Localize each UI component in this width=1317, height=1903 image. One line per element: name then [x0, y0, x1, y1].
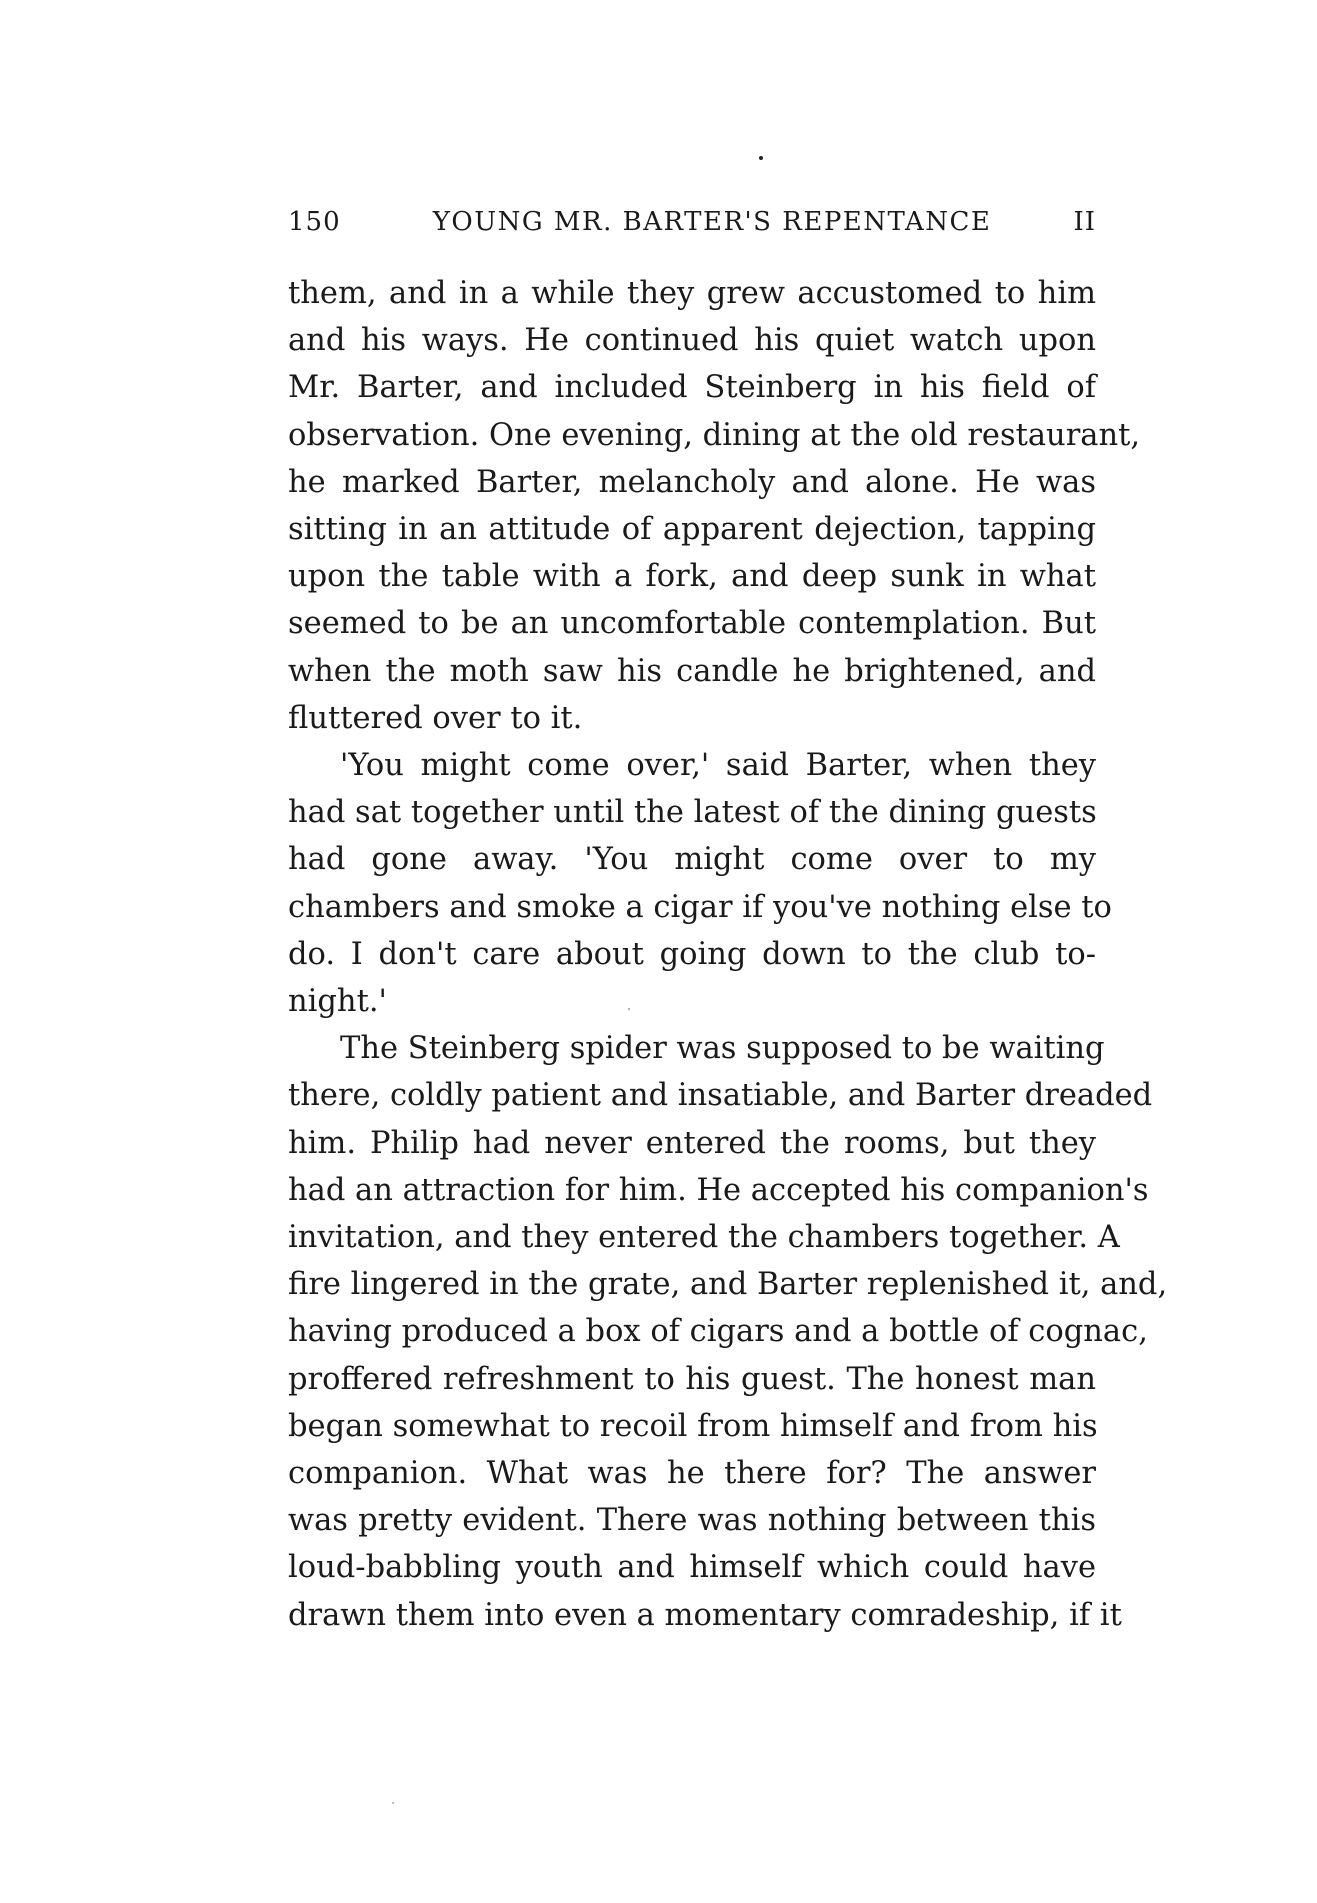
- text-line: do. I don't care about going down to the club to-: [288, 936, 1096, 972]
- text-line: he marked Barter, melancholy and alone. He was: [288, 464, 1096, 500]
- text-line: there, coldly patient and insatiable, and Barter dreaded: [288, 1078, 1153, 1114]
- text-line: them, and in a while they grew accustomed to him: [288, 276, 1096, 311]
- signature-mark: II: [1073, 207, 1096, 237]
- text-line: had gone away. 'You might come over to my: [288, 842, 1096, 878]
- text-line: him. Philip had never entered the rooms, but they: [288, 1125, 1096, 1161]
- text-line: 'You might come over,' said Barter, when they: [340, 748, 1096, 784]
- print-speck: [759, 156, 763, 160]
- paragraph: [288, 1025, 1168, 1639]
- text-line: loud-babbling youth and himself which could have: [288, 1550, 1096, 1586]
- text-line: observation. One evening, dining at the old restaurant,: [288, 417, 1141, 453]
- text-line: night.': [288, 984, 387, 1020]
- text-line: seemed to be an uncomfortable contemplation. But: [288, 606, 1096, 642]
- paragraph: [288, 742, 1112, 1025]
- text-line: The Steinberg spider was supposed to be waiting: [340, 1031, 1105, 1067]
- running-title: YOUNG MR. BARTER'S REPENTANCE: [432, 207, 992, 237]
- text-line: began somewhat to recoil from himself and from his: [288, 1408, 1098, 1444]
- text-line: fire lingered in the grate, and Barter replenished it, and,: [288, 1267, 1168, 1303]
- text-line: sitting in an attitude of apparent dejection, tapping: [288, 512, 1096, 548]
- text-line: and his ways. He continued his quiet watch upon: [288, 323, 1096, 359]
- text-line: proffered refreshment to his guest. The honest man: [288, 1361, 1096, 1397]
- text-line: fluttered over to it.: [288, 700, 583, 736]
- text-line: drawn them into even a momentary comradeship, if it: [288, 1597, 1122, 1633]
- text-line: was pretty evident. There was nothing between this: [288, 1503, 1096, 1539]
- paragraph: [288, 270, 1141, 742]
- text-line: invitation, and they entered the chambers together. A: [288, 1220, 1120, 1256]
- running-header: [288, 207, 1096, 247]
- text-line: companion. What was he there for? The answer: [288, 1456, 1096, 1492]
- text-line: having produced a box of cigars and a bottle of cognac,: [288, 1314, 1148, 1350]
- page-body: [288, 270, 1168, 1639]
- text-line: Mr. Barter, and included Steinberg in his field of: [288, 370, 1096, 406]
- print-speck: [392, 1802, 394, 1804]
- page-number: 150: [288, 207, 341, 237]
- text-line: when the moth saw his candle he brightened, and: [288, 653, 1096, 689]
- text-line: had sat together until the latest of the dining guests: [288, 795, 1097, 831]
- text-line: had an attraction for him. He accepted his companion's: [288, 1172, 1149, 1208]
- text-line: upon the table with a fork, and deep sunk in what: [288, 559, 1096, 595]
- text-line: chambers and smoke a cigar if you've nothing else to: [288, 889, 1112, 925]
